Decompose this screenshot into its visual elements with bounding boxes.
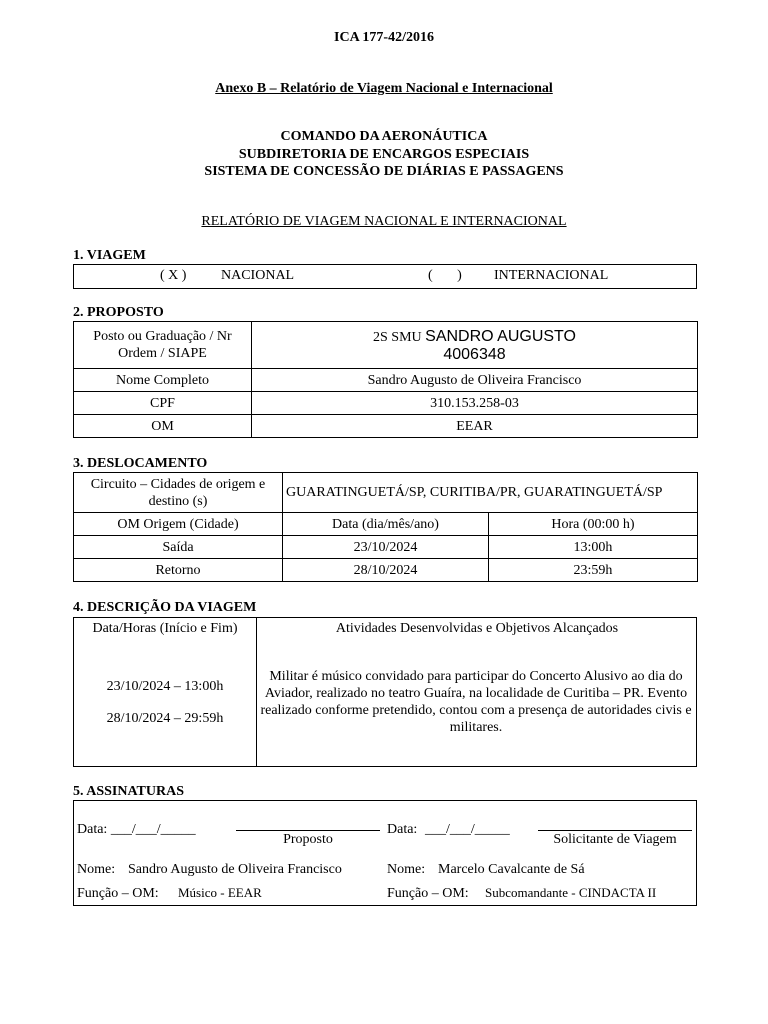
- cpf-label: CPF: [74, 392, 252, 415]
- section-proposto-heading: 2. PROPOSTO: [73, 305, 164, 320]
- posto-number: 4006348: [443, 345, 506, 363]
- posto-name: SANDRO AUGUSTO: [425, 327, 576, 345]
- right-date-label: Data:: [387, 822, 418, 837]
- right-signature-line: [538, 830, 692, 831]
- left-date-field: Data: ___/___/_____: [77, 822, 196, 837]
- right-nome-value: Marcelo Cavalcante de Sá: [438, 862, 585, 877]
- left-nome-label: Nome:: [77, 862, 116, 877]
- col-dates-header: Data/Horas (Início e Fim): [92, 621, 238, 636]
- retorno-time: 23:59h: [489, 559, 698, 582]
- table-row: [74, 536, 698, 559]
- col-activities-header: Atividades Desenvolvidas e Objetivos Alcançados: [335, 621, 619, 636]
- org-line-3: SISTEMA DE CONCESSÃO DE DIÁRIAS E PASSAGENS: [204, 164, 564, 179]
- left-funcao-value: Músico - EEAR: [178, 885, 262, 900]
- assinaturas-box: [73, 800, 697, 906]
- saida-time: 13:00h: [489, 536, 698, 559]
- col-header-hora: Hora (00:00 h): [489, 513, 698, 536]
- posto-value: [252, 322, 698, 369]
- retorno-label: Retorno: [74, 559, 283, 582]
- saida-label: Saída: [74, 536, 283, 559]
- proposto-table: [73, 321, 698, 438]
- col-header-data: Data (dia/mês/ano): [283, 513, 489, 536]
- right-funcao-label: Função – OM:: [387, 886, 469, 901]
- circuito-value: GUARATINGUETÁ/SP, CURITIBA/PR, GUARATINGUETÁ/SP: [283, 473, 698, 513]
- descricao-divider: [256, 618, 257, 766]
- saida-date: 23/10/2024: [283, 536, 489, 559]
- left-nome-value: Sandro Augusto de Oliveira Francisco: [128, 862, 342, 877]
- internacional-mark: ( ): [428, 268, 462, 283]
- org-line-2: SUBDIRETORIA DE ENCARGOS ESPECIAIS: [238, 147, 530, 162]
- right-date-value: ___/___/_____: [425, 822, 510, 837]
- nacional-label: NACIONAL: [221, 268, 295, 283]
- date-start: 23/10/2024 – 13:00h: [106, 679, 224, 694]
- section-descricao-heading: 4. DESCRIÇÃO DA VIAGEM: [73, 600, 257, 615]
- posto-label: Posto ou Graduação / Nr Ordem / SIAPE: [74, 322, 252, 369]
- nome-label: Nome Completo: [74, 369, 252, 392]
- left-funcao-label: Função – OM:: [77, 886, 159, 901]
- left-role: Proposto: [283, 832, 333, 847]
- viagem-box: [73, 264, 697, 289]
- nome-value: Sandro Augusto de Oliveira Francisco: [252, 369, 698, 392]
- annex-title: Anexo B – Relatório de Viagem Nacional e Internacional: [215, 81, 553, 96]
- col-header-om-origem: OM Origem (Cidade): [74, 513, 283, 536]
- retorno-date: 28/10/2024: [283, 559, 489, 582]
- posto-prefix: 2S SMU: [373, 329, 422, 345]
- om-value: EEAR: [252, 415, 698, 438]
- om-label: OM: [74, 415, 252, 438]
- cpf-value: 310.153.258-03: [252, 392, 698, 415]
- org-line-1: COMANDO DA AERONÁUTICA: [280, 129, 488, 144]
- right-funcao-value: Subcomandante - CINDACTA II: [485, 885, 657, 900]
- activities-text: Militar é músico convidado para participar do Concerto Alusivo ao dia do Aviador, realizado no teatro Guaíra, na localidade de Curitiba – PR. Evento realizado conforme pretendido, contou com a presença de autoridades civis e militares.: [260, 669, 692, 735]
- circuito-label: Circuito – Cidades de origem e destino (s): [74, 473, 283, 513]
- left-signature-line: [236, 830, 380, 831]
- section-deslocamento-heading: 3. DESLOCAMENTO: [73, 456, 208, 471]
- right-nome-label: Nome:: [387, 862, 426, 877]
- internacional-label: INTERNACIONAL: [494, 268, 609, 283]
- date-end: 28/10/2024 – 29:59h: [106, 711, 224, 726]
- section-assinaturas-heading: 5. ASSINATURAS: [73, 784, 184, 799]
- doc-code: ICA 177-42/2016: [334, 30, 434, 45]
- nacional-mark: ( X ): [160, 268, 187, 283]
- right-role: Solicitante de Viagem: [553, 832, 677, 847]
- table-row: [74, 559, 698, 582]
- descricao-box: [73, 617, 697, 767]
- report-title: RELATÓRIO DE VIAGEM NACIONAL E INTERNACIONAL: [201, 214, 567, 229]
- deslocamento-table: [73, 472, 698, 582]
- section-viagem-heading: 1. VIAGEM: [73, 248, 146, 263]
